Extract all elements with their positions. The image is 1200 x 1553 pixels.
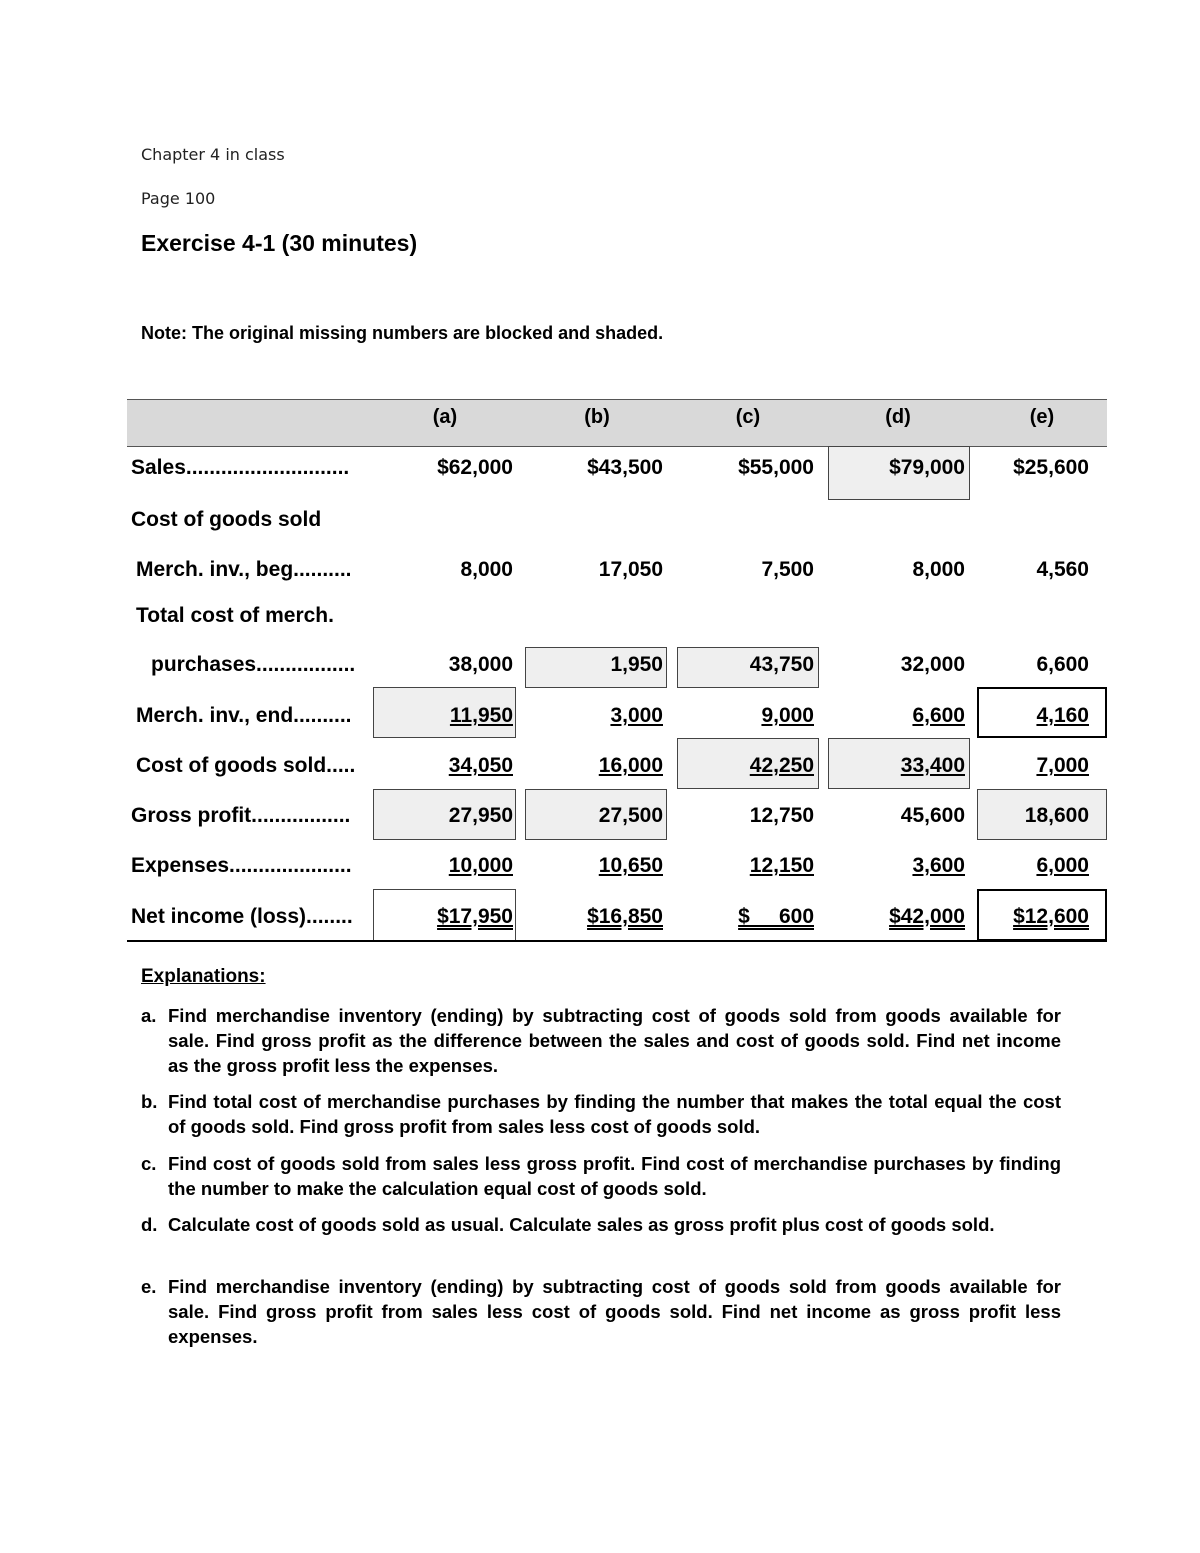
explanation-text: Calculate cost of goods sold as usual. Calculate sales as gross profit plus cost of goods sold. [168, 1214, 995, 1235]
table-cell: 10,650 [598, 854, 663, 877]
explanation-letter: c. [141, 1153, 157, 1174]
table-cell: 8,000 [460, 558, 513, 581]
table-cell: 18,600 [1024, 804, 1089, 827]
table-cell: 3,600 [912, 854, 965, 877]
table-cell: $17,950 [437, 905, 513, 928]
explanation-text: Find merchandise inventory (ending) by subtracting cost of goods sold from goods available for sale. Find gross profit as the difference between the sales and cost of goods sold. Find net income as the gross profit less the expenses. [168, 1005, 1061, 1076]
table-cell: 17,050 [598, 558, 663, 581]
table-cell: 6,600 [912, 704, 965, 727]
explanation-item-a [141, 1003, 1061, 1078]
row-label-total-cost-merch: Total cost of merch. [136, 604, 334, 627]
table-cell: 7,500 [761, 558, 814, 581]
explanation-letter: b. [141, 1091, 158, 1112]
page-label: Page 100 [141, 189, 216, 208]
table-cell: $43,500 [587, 456, 663, 479]
column-header-a: (a) [432, 406, 458, 428]
column-header-e: (e) [1029, 406, 1055, 428]
exercise-table [127, 399, 1107, 942]
row-label-cogs-heading: Cost of goods sold [131, 508, 322, 531]
table-cell: 8,000 [912, 558, 965, 581]
table-cell: 42,250 [749, 754, 814, 777]
table-cell: 4,160 [1036, 704, 1089, 727]
table-cell: 12,750 [749, 804, 814, 827]
explanation-item-b [141, 1089, 1061, 1139]
table-header [127, 399, 1107, 447]
explanation-text: Find cost of goods sold from sales less gross profit. Find cost of merchandise purchases by finding the number to make the calculation equal cost of goods sold. [168, 1153, 1061, 1199]
chapter-label: Chapter 4 in class [141, 145, 285, 164]
row-label-merch-inv-end: Merch. inv., end.......... [136, 704, 352, 727]
explanation-letter: a. [141, 1005, 157, 1026]
table-cell: $62,000 [437, 456, 513, 479]
explanations-heading: Explanations: [141, 966, 266, 987]
table-cell: 16,000 [598, 754, 663, 777]
table-cell: $42,000 [889, 905, 965, 928]
table-cell: $ 600 [738, 905, 814, 928]
table-cell: $25,600 [1013, 456, 1089, 479]
row-label-gross-profit: Gross profit................. [131, 804, 351, 827]
table-cell: 9,000 [761, 704, 814, 727]
table-cell: 27,950 [448, 804, 513, 827]
row-label-expenses: Expenses..................... [131, 854, 352, 877]
table-cell: 27,500 [598, 804, 663, 827]
table-cell: 45,600 [900, 804, 965, 827]
column-header-b: (b) [584, 406, 610, 428]
exercise-title: Exercise 4-1 (30 minutes) [141, 230, 418, 256]
table-cell: 6,000 [1036, 854, 1089, 877]
column-header-d: (d) [885, 406, 911, 428]
table-cell: 4,560 [1036, 558, 1089, 581]
row-label-sales: Sales............................ [131, 456, 350, 479]
explanation-letter: e. [141, 1276, 157, 1297]
table-cell: 12,150 [749, 854, 814, 877]
explanation-item-e [141, 1274, 1061, 1349]
row-label-merch-inv-beg: Merch. inv., beg.......... [136, 558, 352, 581]
row-label-net-income: Net income (loss)........ [131, 905, 353, 928]
explanation-item-d [141, 1212, 1061, 1237]
table-cell: $55,000 [738, 456, 814, 479]
explanation-text: Find total cost of merchandise purchases by finding the number that makes the total equal the cost of goods sold. Find gross profit from sales less cost of goods sold. [168, 1091, 1061, 1137]
table-cell: 1,950 [610, 653, 663, 676]
table-cell: 6,600 [1036, 653, 1089, 676]
table-cell: $12,600 [1013, 905, 1089, 928]
table-cell: 3,000 [610, 704, 663, 727]
table-bottom-rule [127, 940, 1107, 942]
table-cell: 33,400 [900, 754, 965, 777]
note-text: Note: The original missing numbers are blocked and shaded. [141, 323, 664, 343]
table-cell: 7,000 [1036, 754, 1089, 777]
table-cell: 38,000 [448, 653, 513, 676]
table-cell: 11,950 [449, 704, 513, 727]
explanation-item-c [141, 1151, 1061, 1201]
table-cell: 43,750 [749, 653, 814, 676]
row-label-cost-of-goods-sold: Cost of goods sold..... [136, 754, 356, 777]
table-cell: 34,050 [448, 754, 513, 777]
explanation-text: Find merchandise inventory (ending) by subtracting cost of goods sold from goods available for sale. Find gross profit from sales less cost of goods sold. Find net income as gross profit less expenses. [168, 1276, 1061, 1347]
table-cell: $16,850 [587, 905, 663, 928]
column-header-c: (c) [735, 406, 761, 428]
table-cell: $79,000 [889, 456, 965, 479]
table-cell: 32,000 [900, 653, 965, 676]
explanation-letter: d. [141, 1214, 158, 1235]
table-cell: 10,000 [448, 854, 513, 877]
row-label-purchases: purchases................. [151, 653, 356, 676]
